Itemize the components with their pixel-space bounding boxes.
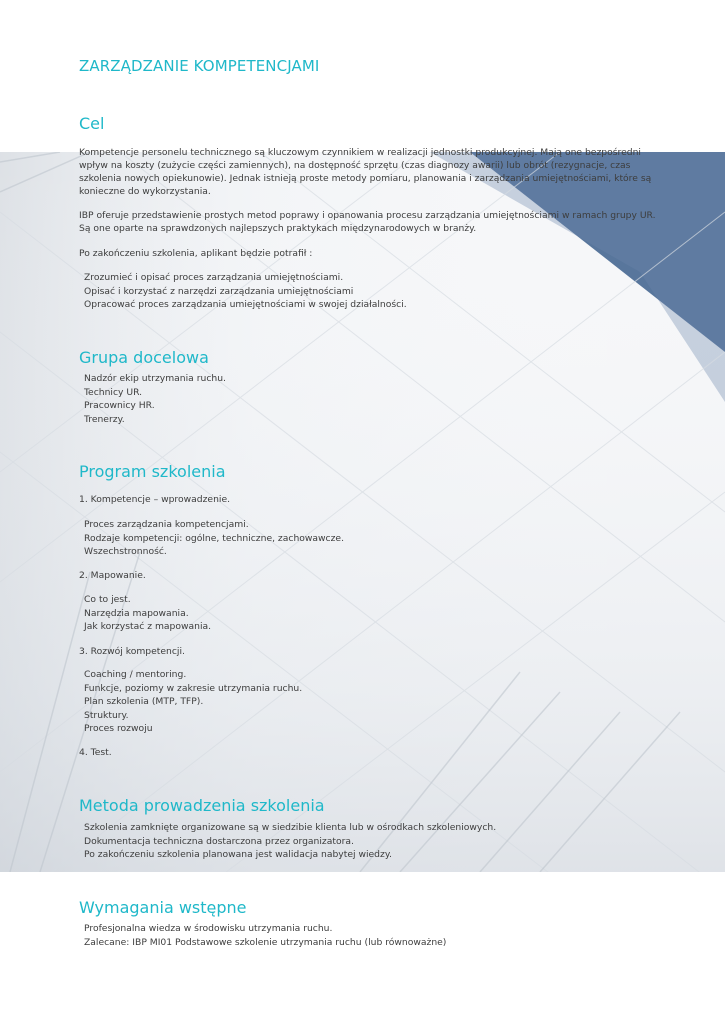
metoda-list (84, 821, 496, 862)
program-step-2-list (84, 593, 211, 634)
section-heading-program-szkolenia: Program szkolenia (79, 462, 226, 481)
program-step-1-title: 1. Kompetencje – wprowadzenie. (79, 494, 231, 505)
list-item: Dokumentacja techniczna dostarczona przez organizatora. (84, 835, 354, 847)
list-item: Szkolenia zamknięte organizowane są w siedzibie klienta lub w ośrodkach szkoleniowych. (84, 822, 497, 833)
cel-paragraph-2: IBP oferuje przedstawienie prostych metod poprawy i opanowania procesu zarządzania umiejętnościami w ramach grupy UR. Są one oparte na sprawdzonych najlepszych praktykach międzynarodowych w branży. (79, 210, 656, 234)
list-item: Struktury. (84, 709, 129, 721)
cel-outcomes-list (84, 271, 407, 312)
program-step-2-title: 2. Mapowanie. (79, 570, 146, 581)
program-step-1-list (84, 518, 344, 559)
cel-paragraph-3: Po zakończeniu szkolenia, aplikant będzie potrafił : (79, 248, 313, 259)
list-item: Zrozumieć i opisać proces zarządzania umiejętnościami. (84, 272, 344, 283)
list-item: Zalecane: IBP MI01 Podstawowe szkolenie utrzymania ruchu (lub równoważne) (84, 936, 447, 948)
list-item: Funkcje, poziomy w zakresie utrzymania ruchu. (84, 682, 303, 694)
list-item: Wszechstronność. (84, 546, 167, 557)
program-step-4-title: 4. Test. (79, 747, 112, 758)
section-heading-cel: Cel (79, 114, 105, 133)
list-item: Trenerzy. (84, 413, 125, 425)
list-item: Proces zarządzania kompetencjami. (84, 519, 249, 530)
list-item: Plan szkolenia (MTP, TFP). (84, 696, 204, 707)
page-title: ZARZĄDZANIE KOMPETENCJAMI (79, 57, 320, 75)
grupa-docelowa-list (84, 372, 226, 426)
list-item: Rodzaje kompetencji: ogólne, techniczne, zachowawcze. (84, 532, 344, 544)
cel-paragraph-1: Kompetencje personelu technicznego są kluczowym czynnikiem w realizacji jednostki produkcyjnej. Mają one bezpośredni wpływ na koszty (zużycie części zamiennych), na dostępność sprzętu (czas diagnozy awarii) lub obrót (rezygnacje, czas szkolenia nowych opiekunowie). Jednak istnieją proste metody pomiaru, planowania i zarządzania umiejętnościami, które są konieczne do wykorzystania. (79, 147, 652, 197)
list-item: Profesjonalna wiedza w środowisku utrzymania ruchu. (84, 923, 333, 934)
wymagania-list (84, 922, 446, 949)
list-item: Po zakończeniu szkolenia planowana jest walidacja nabytej wiedzy. (84, 849, 392, 860)
section-heading-wymagania: Wymagania wstępne (79, 898, 247, 917)
list-item: Pracownicy HR. (84, 400, 155, 411)
list-item: Co to jest. (84, 594, 131, 605)
list-item: Nadzór ekip utrzymania ruchu. (84, 373, 226, 384)
list-item: Opracować proces zarządzania umiejętnościami w swojej działalności. (84, 299, 407, 310)
list-item: Proces rozwoju (84, 723, 153, 734)
list-item: Opisać i korzystać z narzędzi zarządzania umiejętnościami (84, 285, 354, 297)
program-step-3-title: 3. Rozwój kompetencji. (79, 646, 185, 657)
section-heading-metoda: Metoda prowadzenia szkolenia (79, 796, 325, 815)
list-item: Technicy UR. (84, 386, 143, 398)
list-item: Narzędzia mapowania. (84, 607, 189, 619)
list-item: Coaching / mentoring. (84, 669, 187, 680)
section-heading-grupa-docelowa: Grupa docelowa (79, 348, 209, 367)
list-item: Jak korzystać z mapowania. (84, 621, 212, 632)
program-step-3-list (84, 668, 302, 736)
